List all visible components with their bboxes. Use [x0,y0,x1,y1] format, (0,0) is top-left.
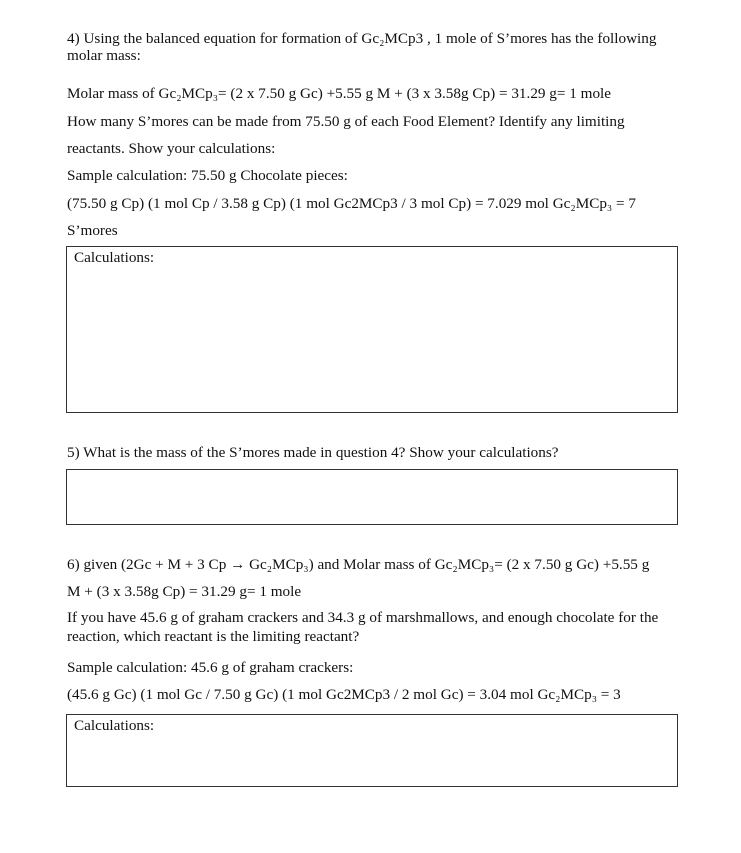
q4-heading-line2: molar mass: [67,47,141,64]
q4-question-line2: reactants. Show your calculations: [67,140,276,157]
q4-calculations-box[interactable] [66,246,678,413]
q6-sample-label: Sample calculation: 45.6 g of graham crackers: [67,659,354,676]
q5-answer-box[interactable] [66,469,678,525]
q6-question-line1: If you have 45.6 g of graham crackers and 34.3 g of marshmallows, and enough chocolate for the [67,609,659,626]
q6-question-line2: reaction, which reactant is the limiting reactant? [67,628,360,645]
q4-sample-line1: (75.50 g Cp) (1 mol Cp / 3.58 g Cp) (1 mol Gc2MCp3 / 3 mol Cp) = 7.029 mol Gc₂MCp₃ = 7 [67,195,636,212]
q4-heading-line1: 4) Using the balanced equation for formation of Gc₂MCp3 , 1 mole of S’mores has the following [67,30,657,47]
q6-given-line2: M + (3 x 3.58g Cp) = 31.29 g= 1 mole [67,583,302,600]
q4-question-line1: How many S’mores can be made from 75.50 g of each Food Element? Identify any limiting [67,113,625,130]
q6-sample-line1: (45.6 g Gc) (1 mol Gc / 7.50 g Gc) (1 mol Gc2MCp3 / 2 mol Gc) = 3.04 mol Gc₂MCp₃ = 3 [67,686,621,703]
q6-calculations-label: Calculations: [74,717,155,734]
q4-molar-mass: Molar mass of Gc₂MCp₃= (2 x 7.50 g Gc) +5.55 g M + (3 x 3.58g Cp) = 31.29 g= 1 mole [67,85,612,102]
q5-question: 5) What is the mass of the S’mores made in question 4? Show your calculations? [67,444,559,461]
q6-calculations-box[interactable] [66,714,678,787]
q4-sample-line2: S’mores [67,222,118,239]
q6-given-line1: 6) given (2Gc + M + 3 Cp → Gc₂MCp₃) and Molar mass of Gc₂MCp₃= (2 x 7.50 g Gc) +5.55 g [67,556,650,573]
q4-sample-label: Sample calculation: 75.50 g Chocolate pieces: [67,167,348,184]
q4-calculations-label: Calculations: [74,249,155,266]
